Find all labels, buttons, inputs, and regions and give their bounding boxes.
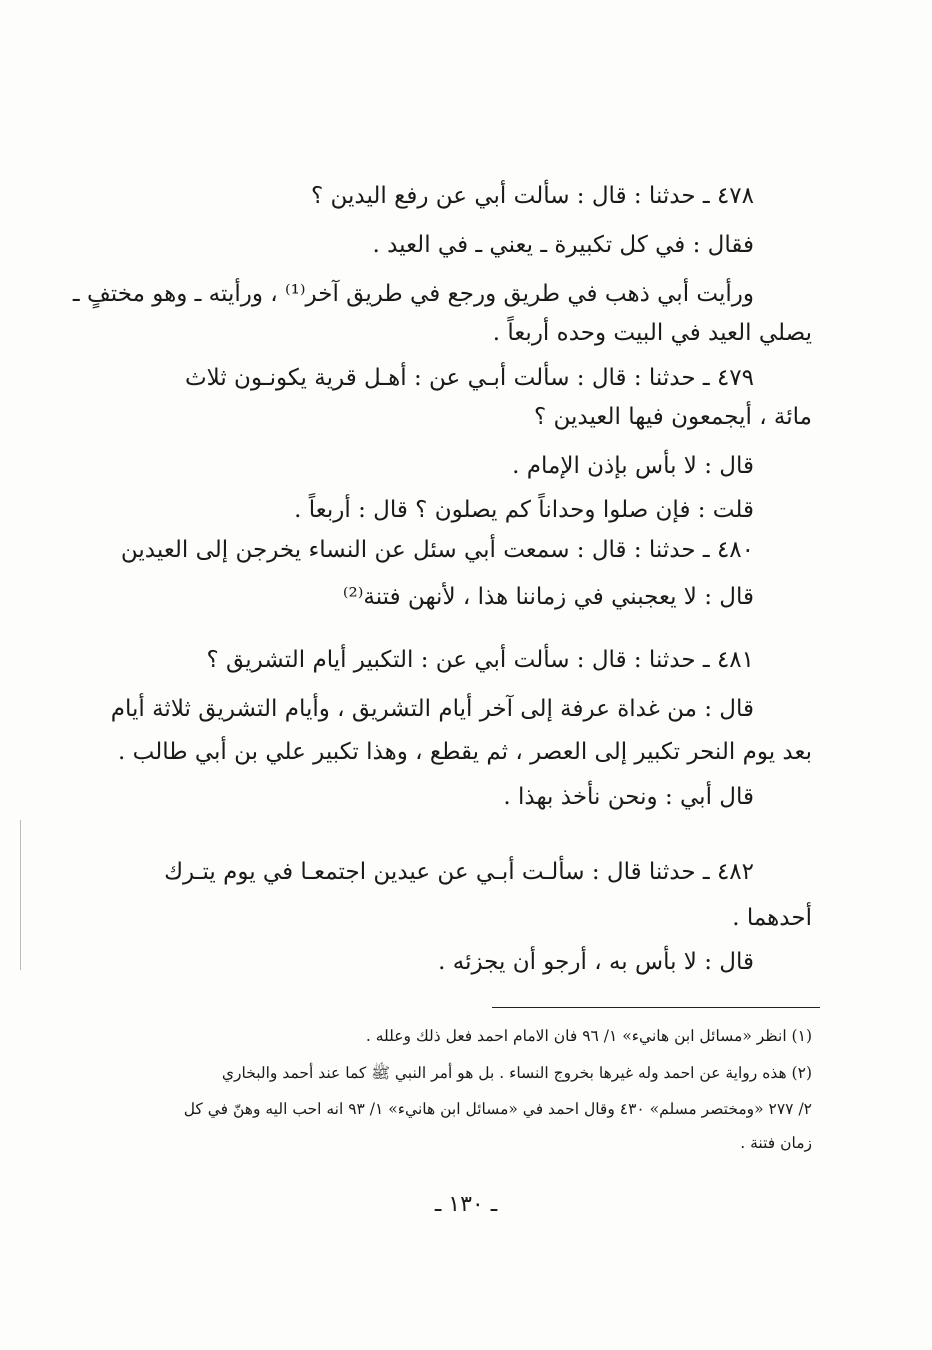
text-line-478: ٤٧٨ ـ حدثنا : قال : سألت أبي عن رفع اليدين ؟ xyxy=(310,183,754,209)
text-line-480: ٤٨٠ ـ حدثنا : قال : سمعت أبي سئل عن النساء يخرجن إلى العيدين xyxy=(120,537,754,563)
text-line-478-end: يصلي العيد في البيت وحده أربعاً . xyxy=(492,320,812,346)
text-line-answer-481: قال : من غداة عرفة إلى آخر أيام التشريق ، وأيام التشريق ثلاثة أيام xyxy=(110,696,754,722)
text-line-answer-482: قال : لا بأس به ، أرجو أن يجزئه . xyxy=(438,949,754,975)
text-line-478-cont: ورأيت أبي ذهب في طريق ورجع في طريق آخر⁽¹⁾ ، ورأيته ـ وهو مختفٍ ـ xyxy=(72,281,754,307)
page-number: ـ ١٣٠ ـ xyxy=(434,1192,498,1217)
scan-edge-mark xyxy=(20,820,21,970)
footnote-divider xyxy=(492,1007,820,1008)
footnote-2-end: زمان فتنة . xyxy=(740,1134,812,1152)
text-line-question-479: قلت : فإن صلوا وحداناً كم يصلون ؟ قال : أربعاً . xyxy=(294,497,754,523)
text-line-479: ٤٧٩ ـ حدثنا : قال : سألت أبـي عن : أهـل قرية يكونـون ثلاث xyxy=(184,365,754,391)
text-line-481-father: قال أبي : ونحن نأخذ بهذا . xyxy=(503,784,754,810)
text-line-482: ٤٨٢ ـ حدثنا قال : سألـت أبـي عن عيدين اجتمعـا في يوم يتـرك xyxy=(164,859,754,885)
footnote-1: (١) انظر «مسائل ابن هانيء» ١/ ٩٦ فان الامام احمد فعل ذلك وعلله . xyxy=(365,1027,812,1045)
text-line-482-cont: أحدهما . xyxy=(732,905,812,931)
text-line-answer-480: قال : لا يعجبني في زماننا هذا ، لأنهن فتنة⁽²⁾ xyxy=(342,584,754,610)
text-line-479-cont: مائة ، أيجمعون فيها العيدين ؟ xyxy=(533,404,812,430)
footnote-2-cont: ٢/ ٢٧٧ «ومختصر مسلم» ٤٣٠ وقال احمد في «مسائل ابن هانيء» ١/ ٩٣ انه احب اليه وهنّ في كل xyxy=(183,1100,812,1118)
text-line-481-cont: بعد يوم النحر تكبير إلى العصر ، ثم يقطع ، وهذا تكبير علي بن أبي طالب . xyxy=(118,739,812,765)
footnote-2: (٢) هذه رواية عن احمد وله غيرها بخروج النساء . بل هو أمر النبي ﷺ كما عند أحمد والبخاري xyxy=(221,1064,812,1082)
text-line-answer-479: قال : لا بأس بإذن الإمام . xyxy=(512,453,754,479)
text-line-answer-478: فقال : في كل تكبيرة ـ يعني ـ في العيد . xyxy=(372,232,754,258)
text-line-481: ٤٨١ ـ حدثنا : قال : سألت أبي عن : التكبير أيام التشريق ؟ xyxy=(206,647,754,673)
